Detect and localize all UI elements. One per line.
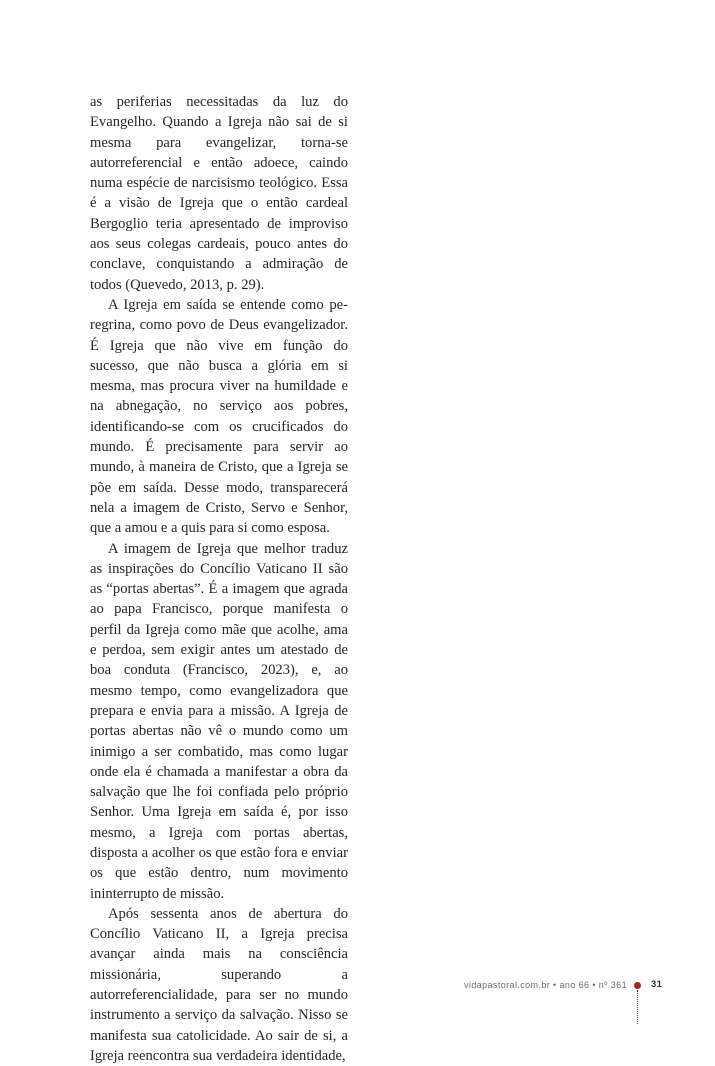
page-footer — [0, 978, 715, 998]
footer-dotted-line — [637, 990, 638, 1024]
paragraph-1: as periferias necessitadas da luz do Evangelho. Quando a Igreja não sai de si mesma para evangelizar, torna-se autorreferencial e então adoece, caindo numa espécie de narcisismo teológico. Essa é a visão de Igreja que o então cardeal Bergoglio teria apresentado de improviso aos seus colegas cardeais, pouco antes do conclave, conquistando a admiração de todos (Quevedo, 2013, p. 29). — [90, 94, 348, 293]
paragraph-2: A Igreja em saída se entende como peregrina, como povo de Deus evangelizador. É Igreja que não vive em função do sucesso, que não busca a glória em si mesma, mas procura viver na humildade e na abnegação, no serviço aos pobres, identificando-se com os crucificados do mundo. É precisamente para servir ao mundo, à maneira de Cristo, que a Igreja se põe em saída. Desse modo, transparecerá nela a imagem de Cristo, Servo e Senhor, que a amou e a quis para si como esposa. — [90, 296, 348, 537]
paragraph-4: Após sessenta anos de abertura do Concílio Vaticano II, a Igreja precisa avançar ainda mais na consciência missionária, superando a autorreferencialidade, para ser no mundo instrumento a serviço da salvação. Nisso se manifesta sua catolicidade. Ao sair de si, a Igreja reencontra sua verdadeira identidade, — [90, 905, 348, 1064]
footer-dot-icon — [634, 982, 641, 989]
article-body — [90, 92, 348, 1066]
footer-site-info: vidapastoral.com.br • ano 66 • nº 361 — [464, 980, 627, 990]
paragraph-3: A imagem de Igreja que melhor traduz as inspirações do Concílio Vaticano II são as “portas abertas”. É a imagem que agrada ao papa Francisco, porque manifesta o perfil da Igreja como mãe que acolhe, ama e perdoa, sem exigir antes um atestado de boa conduta (Francisco, 2023), e, ao mesmo tempo, como evangelizadora que prepara e envia para a missão. A Igreja de portas abertas não vê o mundo como um inimigo a ser combatido, mas como lugar onde ela é chamada a manifestar a obra da salvação que lhe foi confiada pelo próprio Senhor. Uma Igreja em saída é, por isso mesmo, a Igreja com portas abertas, disposta a acolher os que estão fora e enviar os que estão dentro, num movimento ininterrupto de missão. — [90, 540, 348, 902]
page-number: 31 — [651, 979, 663, 990]
